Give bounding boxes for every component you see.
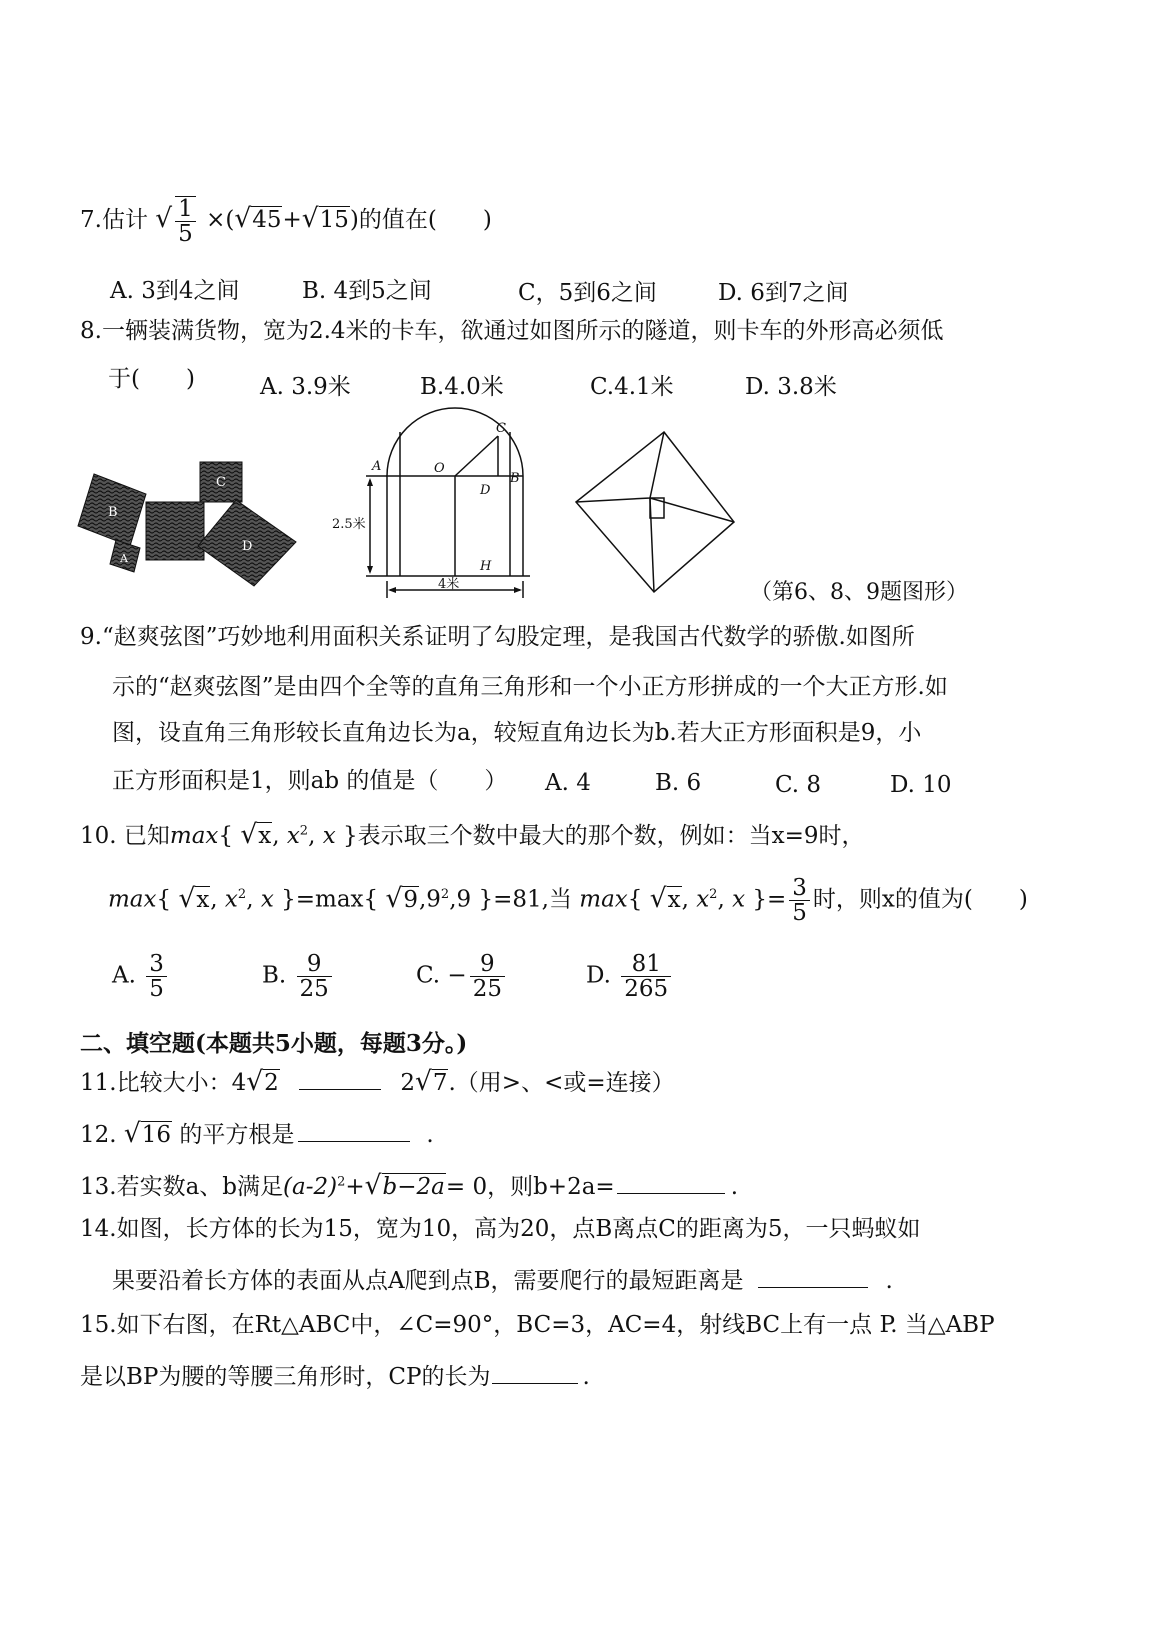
q7-frac-num: 1 [175,197,196,222]
q12-answer-blank[interactable] [298,1118,410,1142]
square-label-c: C [216,475,226,490]
q14-line1: 14.如图，长方体的长为15，宽为10，高为20，点B离点C的距离为5，一只蚂蚁如 [80,1216,921,1242]
q9-line2: 示的“赵爽弦图”是由四个全等的直角三角形和一个小正方形拼成的一个大正方形.如 [112,674,948,700]
q10-option-a: A. $\frac{3}{5}$ [112,952,170,1001]
q7-plus: + [282,207,302,234]
q10-option-c: C. − $\frac{9}{25}$ [416,952,508,1001]
tunnel-label-o: O [434,461,445,476]
q10-line1: 10. 已知max{ √x, $x^2$, x }表示取三个数中最大的那个数，例如：当x=9时， [80,819,865,850]
q15-line2: 是以BP为腰的等腰三角形时，CP的长为 . [80,1360,590,1389]
q14-line2: 果要沿着长方体的表面从点A爬到点B，需要爬行的最短距离是 . [112,1264,893,1293]
q7-suffix: )的值在( ) [349,207,492,234]
tunnel-label-a: A [372,459,382,474]
q8-line1: 8.一辆装满货物，宽为2.4米的卡车，欲通过如图所示的隧道，则卡车的外形高必须低 [80,318,944,344]
q9-line1: 9.“赵爽弦图”巧妙地利用面积关系证明了勾股定理，是我国古代数学的骄傲.如图所 [80,624,915,650]
figures-caption: （第6、8、9题图形） [750,580,968,605]
q7-times: ×( [206,207,235,234]
q10-line1-suffix: 表示取三个数中最大的那个数，例如：当x=9时， [357,823,865,849]
q10-max: max [169,823,219,849]
figure-zhaoshuang [570,428,740,596]
square-label-b: B [108,505,118,520]
q7-option-d: D. 6到7之间 [718,280,849,306]
q7-prefix: 7.估计 [80,207,148,234]
q11-line: 11.比较大小：4√2 2√7.（用>、<或=连接） [80,1066,675,1097]
q10-line2-suffix: 时，则x的值为( ) [812,886,1028,913]
square-label-a: A [120,552,128,565]
q8-line2: 于( ) [108,366,195,392]
tunnel-width-label: 4米 [438,577,460,592]
q9-option-b: B. 6 [655,770,702,796]
section2-heading: 二、填空题(本题共5小题，每题3分。) [80,1030,468,1057]
tunnel-label-b: B [510,471,520,486]
q10-line2: max{ √x, $x^2$, x }=max{ $√9,9^2,9$ }=81,当 max{ √x, $x^2$, x }= $\frac{3}{5}$ 时，则x的值为( ) [108,875,1028,927]
q7-stem [80,196,492,246]
q9-option-a: A. 4 [545,770,591,796]
q13-line: 13.若实数a、b满足$(a-2)^2+√b-2a= 0$，则b+2a= . [80,1170,738,1201]
tunnel-height-label: 2.5米 [332,517,366,532]
q8-option-a: A. 3.9米 [260,374,351,400]
q9-line4: 正方形面积是1，则ab 的值是（ ） [112,768,508,794]
q15-answer-blank[interactable] [492,1360,578,1384]
q7-sqrt15: √15 [301,203,349,235]
q7-option-c: C，5到6之间 [518,280,657,306]
q7-frac-den: 5 [178,221,193,248]
q15-line1: 15.如下右图，在Rt△ABC中，∠C=90°，BC=3，AC=4，射线BC上有一点 P. 当△ABP [80,1312,995,1338]
figure-tunnel [330,406,530,604]
square-center [146,502,204,560]
q10-option-b: B. $\frac{9}{25}$ [262,952,335,1001]
q8-option-d: D. 3.8米 [745,374,837,400]
tunnel-label-h: H [480,559,492,574]
q10-option-d: D. $\frac{81}{265}$ [586,952,674,1001]
q14-answer-blank[interactable] [758,1264,868,1288]
q13-answer-blank[interactable] [617,1170,725,1194]
q12-line: 12. √16 的平方根是 . [80,1118,434,1149]
q11-answer-blank[interactable] [299,1066,381,1090]
q8-option-b: B.4.0米 [420,374,504,400]
q10-prefix: 10. 已知 [80,823,170,849]
tunnel-label-c: C [496,421,506,436]
q9-line3: 图，设直角三角形较长直角边长为a，较短直角边长为b.若大正方形面积是9，小 [112,720,922,746]
q8-option-c: C.4.1米 [590,374,674,400]
q7-sqrt-fraction: √ $\frac{1}{5}$ [155,207,199,233]
tunnel-label-d: D [480,483,491,498]
q9-option-d: D. 10 [890,772,952,798]
figure-squares [74,458,304,588]
q9-option-c: C. 8 [775,772,822,798]
q7-option-b: B. 4到5之间 [302,278,432,304]
square-label-d: D [242,539,253,554]
q7-sqrt45: √45 [234,203,282,235]
q7-option-a: A. 3到4之间 [110,278,240,304]
